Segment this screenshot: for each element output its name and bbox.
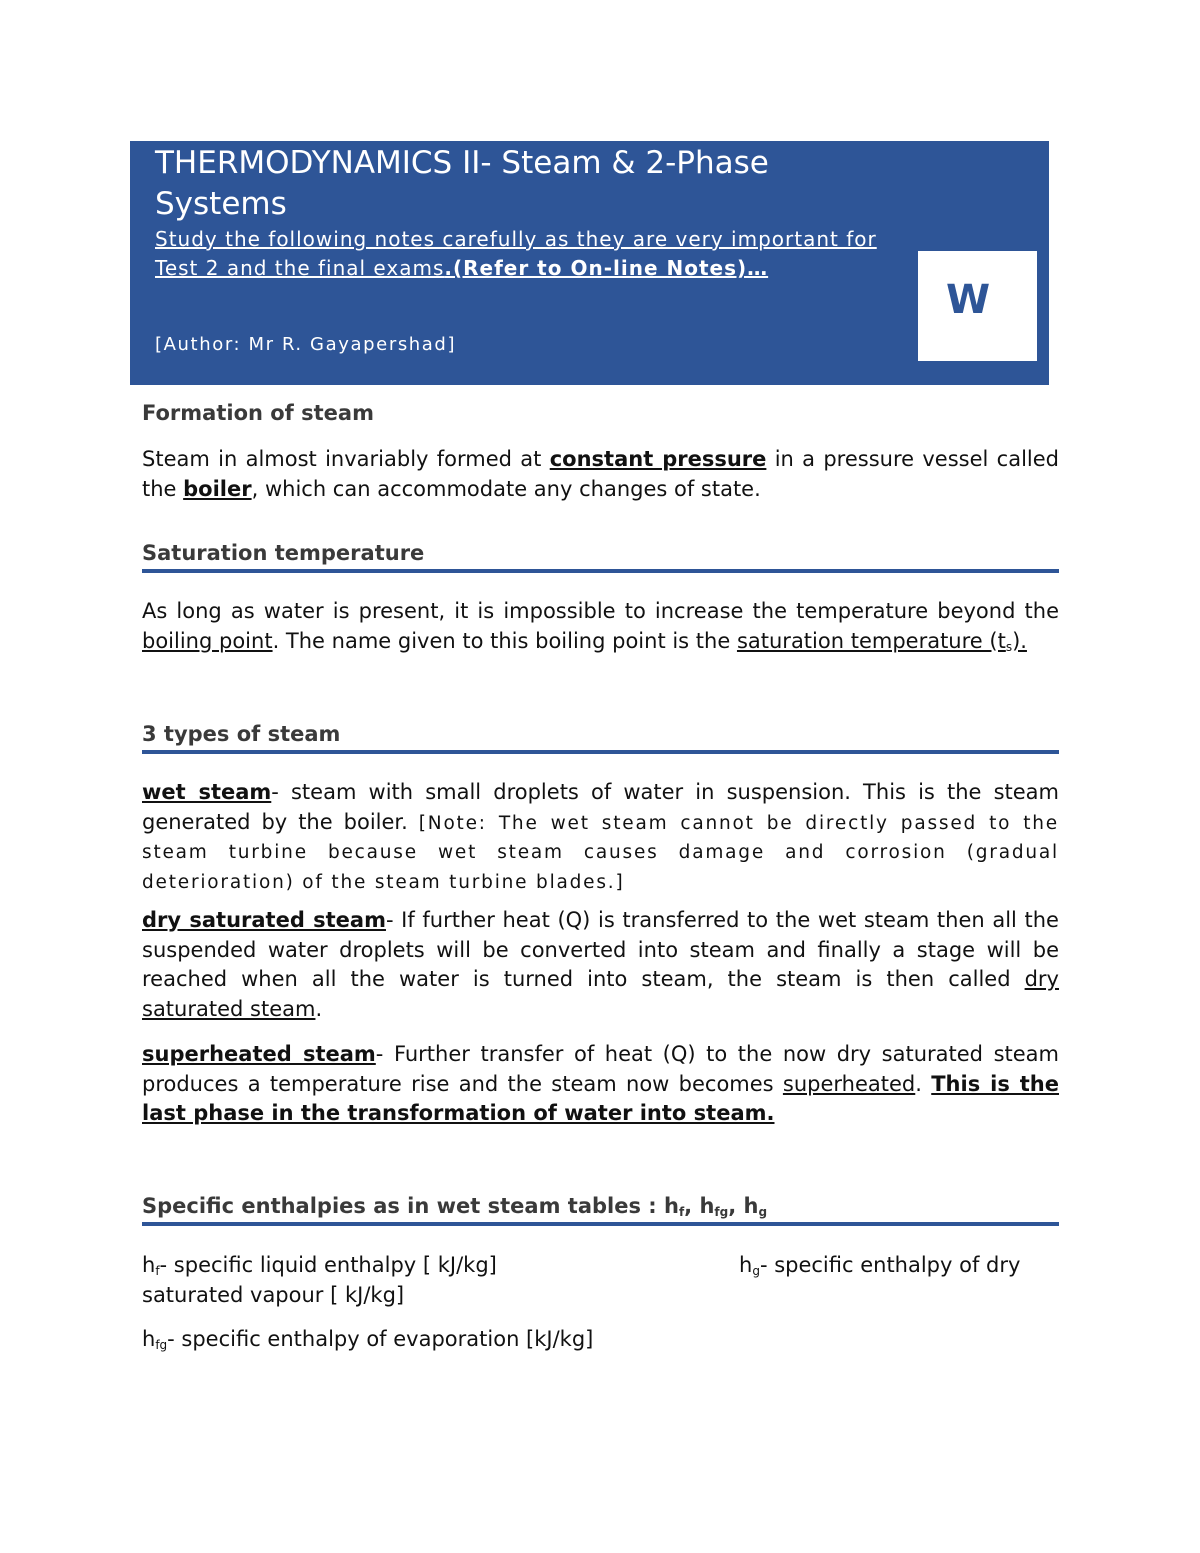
author-line: [Author: Mr R. Gayapershad] (155, 334, 457, 355)
text-run: , which can accommodate any changes of state. (251, 476, 761, 501)
text-run: . (315, 996, 323, 1021)
heading-types: 3 types of steam (142, 722, 341, 746)
link-dry-saturated-steam: dry saturated steam (142, 967, 1059, 1021)
text-run: , h (728, 1194, 759, 1218)
paragraph-superheated-steam (142, 1040, 1059, 1129)
banner-subtitle (155, 225, 895, 283)
subtitle-text: Study the following notes carefully as they are very important for Test 2 and the final exams (155, 227, 877, 280)
text-run: As long as water is present, it is impossible to increase the temperature beyond the (142, 599, 1059, 623)
definition-hg (739, 1251, 1059, 1281)
paragraph-wet-steam (142, 778, 1059, 896)
paragraph-formation (142, 445, 1059, 504)
paragraph-saturation (142, 597, 1059, 656)
link-superheated: superheated (782, 1071, 916, 1096)
heading-rule (142, 750, 1059, 754)
heading-formation: Formation of steam (142, 401, 374, 425)
subscript: s (1005, 639, 1013, 654)
symbol: h (739, 1253, 753, 1277)
subscript: f (155, 1264, 160, 1278)
definition-hfg (142, 1325, 1059, 1355)
link-saturation-temperature (737, 629, 1027, 653)
heading-enthalpies (142, 1194, 1059, 1218)
text-run: - If further heat (Q) is transferred to the wet steam then all the suspended water droplets will be converted into steam and finally a stage will be reached when all the water is turned into steam, the steam is then called (142, 908, 1059, 991)
text-run: , h (684, 1194, 715, 1218)
symbol: h (142, 1327, 156, 1351)
keyword-boiler: boiler (183, 476, 252, 501)
text-run: saturation temperature (t (736, 628, 1006, 653)
text-run: - specific enthalpy of dry (759, 1253, 1021, 1277)
word-logo-letter: W (946, 277, 991, 323)
document-title: THERMODYNAMICS II- Steam & 2-Phase Systems (155, 145, 769, 222)
link-boiling-point: boiling point (142, 628, 273, 653)
term-wet-steam: wet steam (142, 780, 272, 804)
text-run: . The name given to this boiling point is the (272, 628, 737, 653)
symbol: h (142, 1253, 156, 1277)
term-superheated-steam: superheated steam (142, 1042, 376, 1066)
emphasis-last-phase: This is the last phase in the transformation of water into steam. (142, 1071, 1059, 1125)
keyword-constant-pressure: constant pressure (549, 447, 767, 471)
text-run: in a pressure vessel called the (142, 447, 1059, 501)
heading-rule (142, 569, 1059, 573)
text-run: - specific enthalpy of evaporation [kJ/kg] (167, 1327, 594, 1351)
paragraph-dry-steam (142, 906, 1059, 1024)
text-run: Specific enthalpies as in wet steam tables : h (142, 1194, 679, 1218)
subscript: fg (714, 1205, 729, 1219)
subscript: g (758, 1205, 768, 1219)
note-wet-steam: [Note: The wet steam cannot be directly passed to the steam turbine because wet steam causes damage and corrosion (gradual deterioration) of the steam turbine blades.] (142, 812, 1059, 893)
subscript: fg (155, 1338, 168, 1352)
text-run: - Further transfer of heat (Q) to the now dry saturated steam produces a temperature rise and the steam now becomes (142, 1042, 1059, 1096)
text-run: ). (1012, 628, 1027, 653)
heading-rule (142, 1222, 1059, 1226)
title-banner (130, 141, 1049, 385)
text-run: Steam in almost invariably formed at (142, 447, 550, 471)
definition-hg-continued: saturated vapour [ kJ/kg] (142, 1283, 405, 1307)
heading-saturation: Saturation temperature (142, 541, 425, 565)
subtitle-bold-text: .(Refer to On-line Notes)… (444, 256, 769, 280)
text-run: - steam with small droplets of water in suspension. This is the steam generated by the boiler. (142, 780, 1059, 834)
subscript: f (678, 1205, 685, 1219)
text-run: - specific liquid enthalpy [ kJ/kg] (159, 1253, 497, 1277)
term-dry-saturated-steam: dry saturated steam (142, 908, 386, 932)
subscript: g (752, 1264, 760, 1278)
text-run: . (915, 1071, 932, 1096)
word-logo (918, 251, 1037, 361)
